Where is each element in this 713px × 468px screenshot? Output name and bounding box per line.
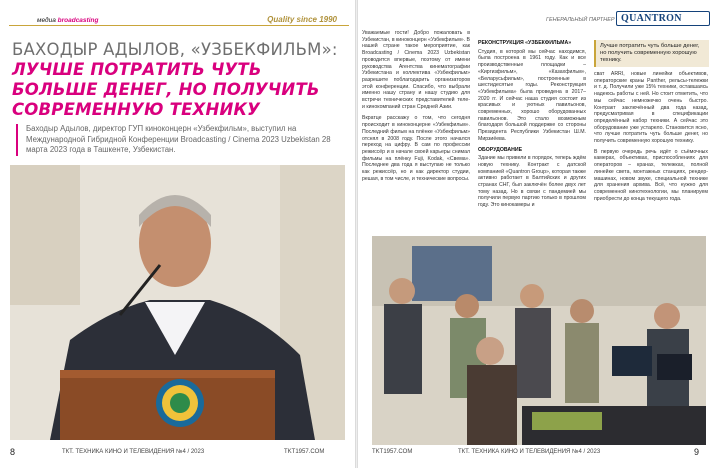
section-name: broadcasting bbox=[57, 17, 99, 24]
page-number: 8 bbox=[10, 447, 16, 457]
column-2-para-2: Здание мы привели в порядок, теперь ждём новую технику. Контракт с датской компанией «Quantron Group», которая также активно работает в Балтийских и других странах СНГ, был заключён более двух лет тому назад. Но в связи с пандемией мы получили первую партию только в прошлом году. Это кинокамеры и bbox=[478, 155, 586, 209]
column-1-para-2: Вкратце расскажу о том, что сегодня происходит в киноконцерне «Узбекфильм». Последний фильм на плёнке «Узбекфильм» отснял в 2008 году. После этого начался переход на цифру. В сам по профессии режиссёр и в начале своей карьеры снимал фильмы на плёнку Fuji, Kodak, «Свема». Последнее два года я выступаю не только как режиссёр, но и как директор студии, решая, в том числе, и технические вопросы. bbox=[362, 115, 470, 182]
footer-journal: ТКТ. ТЕХНИКА КИНО И ТЕЛЕВИДЕНИЯ №4 / 2023 bbox=[62, 449, 205, 455]
article-title bbox=[12, 40, 347, 120]
title-line-1: БАХОДЫР АДЫЛОВ, «УЗБЕКФИЛЬМ»: bbox=[12, 40, 338, 59]
column-2-para-1: Студия, в которой мы сейчас находимся, была построена в 1961 году. Как и все производственные площадки – «Киргизфильм», «Казахфильм», «Беларусьфильм», построенные в шестидесятые годы. Реконструкция «Узбекфильма» была проведена в 2017–2020 гг. И сейчас наша студия состоит из красивых и уютных павильонов, современных, хорошо оборудованных павильонов. Это стало возможным благодаря большой поддержке со стороны Президента Республики Узбекистан Ш.М. Мирзиёева. bbox=[478, 48, 586, 142]
text-column-1 bbox=[362, 30, 470, 182]
logo-text: QUANTRON bbox=[621, 13, 682, 24]
footer-journal: ТКТ. ТЕХНИКА КИНО И ТЕЛЕВИДЕНИЯ №4 / 2023 bbox=[458, 449, 601, 455]
page-number: 9 bbox=[694, 447, 700, 457]
right-page bbox=[358, 0, 713, 468]
speaker-photo bbox=[10, 165, 345, 440]
column-1-para-1: Уважаемые гости! Добро пожаловать в Узбекистан, в киноконцерн «Узбекфильм». В нашей стране такое мероприятие, как Broadcasting / Cinema 2023 Uzbekistan проводится впервые, поэтому от имени руководства Агентства кинематографии Узбекистана и коллектива «Узбекфильм» разрешите поблагодарить организаторов этой конференции. Спасибо, что выбрали именно нашу страну и нашу студию для встречи технических представителей теле- и кинокомпаний стран Средней Азии. bbox=[362, 30, 470, 110]
header-rule bbox=[9, 25, 349, 26]
section-prefix: медиа bbox=[37, 17, 56, 24]
article-lead: Баходыр Адылов, директор ГУП киноконцерн «Узбекфильм», выступил на Международной Гибридной Конференции Broadcasting / Cinema 2023 Uzbekistan 28 марта 2023 года в Ташкенте, Узбекистан. bbox=[16, 124, 336, 156]
text-column-3 bbox=[594, 71, 708, 202]
title-line-2: ЛУЧШЕ ПОТРАТИТЬ ЧУТЬ БОЛЬШЕ ДЕНЕГ, НО ПОЛУЧИТЬ СОВРЕМЕННУЮ ТЕХНИКУ bbox=[12, 60, 320, 119]
page-header bbox=[9, 15, 349, 27]
footer-site: TKT1957.COM bbox=[284, 449, 325, 455]
pull-quote: Лучше потратить чуть больше денег, но получить современную хорошую технику. bbox=[594, 40, 709, 67]
partner-label: ГЕНЕРАЛЬНЫЙ ПАРТНЕР bbox=[546, 17, 615, 23]
quantron-logo bbox=[616, 11, 710, 26]
column-3-para-2: В первую очередь речь идёт о съёмочных камерах, объективах, приспособлениях для операторов – кранах, тележках, полной линейке света, монтажных станциях, рендер-машинах, новом звуке, специальной технике для хранения архива. Всё, что нужно для современной кинотехнологии, мы планируем приобрести до конца текущего года. bbox=[594, 148, 708, 202]
studio-photo-illustration bbox=[372, 236, 706, 445]
left-page bbox=[0, 0, 355, 468]
column-3-para-1: сват ARRI, новые линейки объективов, операторские краны Panther, рельсы-тележки и т. д. Получили уже 15% техники, оставшаясь надеюсь работы с ней. Но стоит отметить, что мы сейчас немножечко очень быстро. Контракт заключённый два года назад, предусматривая в спецификации определённый набор техники. А сейчас это оборудование уже устарело. Становится ясно, что лучше потратить чуть больше денег, но получить современную хорошую технику. bbox=[594, 71, 708, 145]
quality-tag: Quality since 1990 bbox=[267, 15, 337, 24]
footer-site: TKT1957.COM bbox=[372, 449, 413, 455]
column-2-heading-2: ОБОРУДОВАНИЕ bbox=[478, 146, 523, 153]
text-column-2 bbox=[478, 40, 586, 209]
studio-photo bbox=[372, 236, 706, 445]
section-tag bbox=[37, 17, 98, 24]
column-2-heading: РЕКОНСТРУКЦИЯ «УЗБЕКФИЛЬМА» bbox=[478, 40, 572, 46]
speaker-photo-illustration bbox=[10, 165, 345, 440]
